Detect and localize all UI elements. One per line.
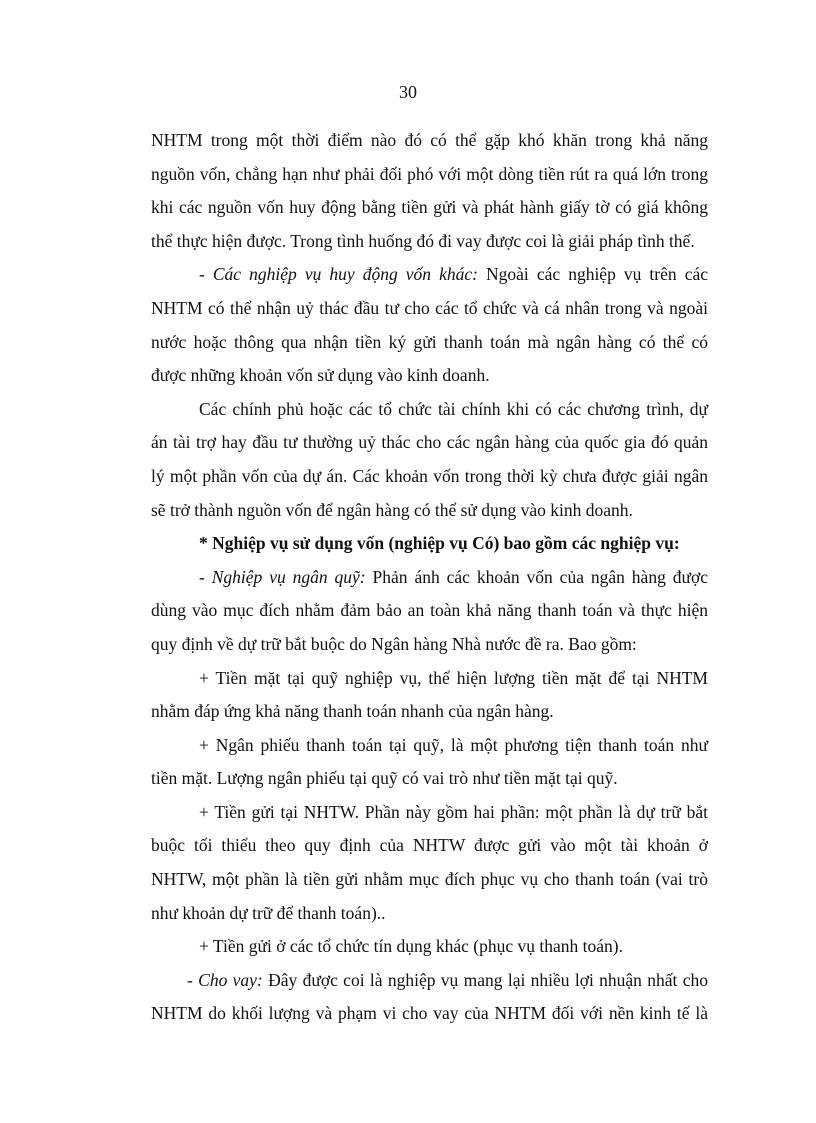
paragraph-line: nước hoặc thông qua nhận tiền ký gửi thanh toán mà ngân hàng có thể có — [151, 331, 708, 352]
list-item-line: tiền mặt. Lượng ngân phiếu tại quỹ có vai trò như tiền mặt tại quỹ. — [151, 768, 618, 789]
paragraph-line: - Cho vay: Đây được coi là nghiệp vụ mang lại nhiều lợi nhuận nhất cho — [187, 969, 708, 990]
paragraph-line: NHTM do khối lượng và phạm vi cho vay của NHTM đối với nền kinh tế là — [151, 1003, 708, 1024]
paragraph-line: khi các nguồn vốn huy động bằng tiền gửi và phát hành giấy tờ có giá không — [151, 197, 708, 218]
list-item-line: buộc tối thiểu theo quy định của NHTW được gửi vào một tài khoản ở — [151, 835, 708, 856]
list-item-line: + Tiền gửi tại NHTW. Phần này gồm hai phần: một phần là dự trữ bắt — [199, 801, 708, 822]
paragraph-line: - Các nghiệp vụ huy động vốn khác: Ngoài các nghiệp vụ trên các — [199, 264, 708, 285]
paragraph-line: Các chính phủ hoặc các tổ chức tài chính khi có các chương trình, dự — [199, 398, 708, 419]
paragraph-line: dùng vào mục đích nhằm đảm bảo an toàn khả năng thanh toán và thực hiện — [151, 600, 708, 621]
paragraph-line: nguồn vốn, chẳng hạn như phải đối phó với một dòng tiền rút ra quá lớn trong — [151, 163, 708, 184]
paragraph-line: sẽ trở thành nguồn vốn để ngân hàng có thể sử dụng vào kinh doanh. — [151, 499, 633, 520]
list-item-line: + Tiền mặt tại quỹ nghiệp vụ, thể hiện lượng tiền mặt để tại NHTM — [199, 667, 708, 688]
list-item-line: nhằm đáp ứng khả năng thanh toán nhanh của ngân hàng. — [151, 701, 554, 722]
paragraph-line: - Nghiệp vụ ngân quỹ: Phản ánh các khoản vốn của ngân hàng được — [199, 566, 708, 587]
paragraph-line: án tài trợ hay đầu tư thường uỷ thác cho các ngân hàng của quốc gia đó quản — [151, 432, 708, 453]
list-item-line: như khoản dự trữ để thanh toán).. — [151, 902, 386, 923]
list-item-line: + Ngân phiếu thanh toán tại quỹ, là một phương tiện thanh toán như — [199, 734, 708, 755]
italic-term: - Nghiệp vụ ngân quỹ: — [199, 566, 366, 587]
list-item-line: NHTW, một phần là tiền gửi nhằm mục đích phục vụ cho thanh toán (vai trò — [151, 869, 708, 890]
paragraph-line: được những khoản vốn sử dụng vào kinh doanh. — [151, 365, 490, 386]
list-item-line: + Tiền gửi ở các tổ chức tín dụng khác (phục vụ thanh toán). — [199, 936, 623, 957]
page-number: 30 — [399, 82, 417, 102]
document-body — [151, 124, 708, 1031]
paragraph-line: NHTM trong một thời điểm nào đó có thể gặp khó khăn trong khả năng — [151, 130, 708, 150]
section-heading: * Nghiệp vụ sử dụng vốn (nghiệp vụ Có) bao gồm các nghiệp vụ: — [199, 533, 680, 554]
paragraph-line: thể thực hiện được. Trong tình huống đó đi vay được coi là giải pháp tình thế. — [151, 230, 695, 251]
italic-term: - Các nghiệp vụ huy động vốn khác: — [199, 264, 478, 285]
italic-term: - Cho vay: — [187, 969, 263, 990]
paragraph-line: quy định về dự trữ bắt buộc do Ngân hàng Nhà nước đề ra. Bao gồm: — [151, 633, 637, 654]
paragraph-line: NHTM có thể nhận uỷ thác đầu tư cho các tổ chức và cá nhân trong và ngoài — [151, 297, 708, 318]
paragraph-line: lý một phần vốn của dự án. Các khoản vốn trong thời kỳ chưa được giải ngân — [151, 465, 708, 486]
